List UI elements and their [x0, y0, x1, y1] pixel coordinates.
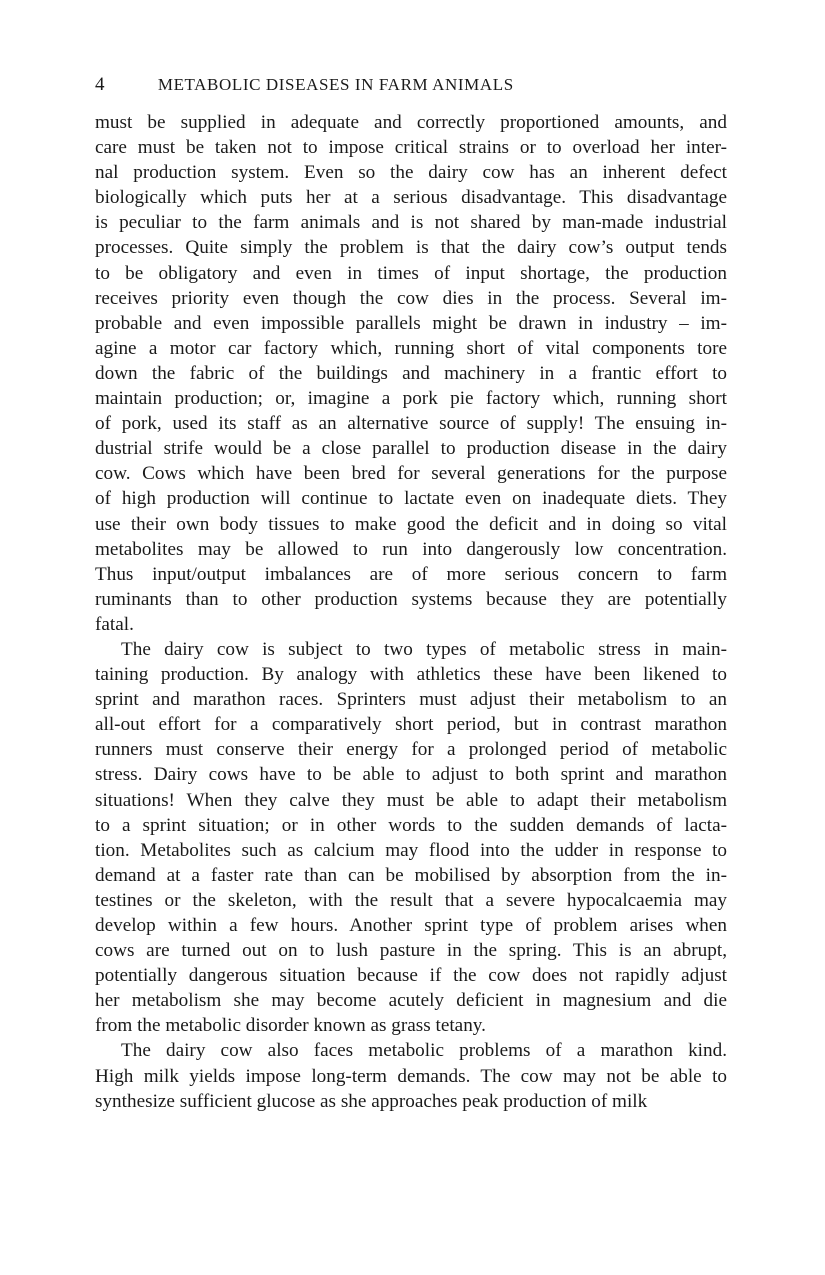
text-line: taining production. By analogy with athletics these have been likened to	[95, 664, 727, 686]
text-line: processes. Quite simply the problem is that the dairy cow’s output tends	[95, 237, 727, 259]
text-line: potentially dangerous situation because if the cow does not rapidly adjust	[95, 965, 727, 987]
text-line: biologically which puts her at a serious disadvantage. This disadvantage	[95, 187, 727, 209]
text-line: use their own body tissues to make good the deficit and in doing so vital	[95, 513, 727, 535]
paragraph	[95, 637, 727, 1039]
text-line: care must be taken not to impose critical strains or to overload her inter-	[95, 137, 727, 159]
text-line: receives priority even though the cow dies in the process. Several im-	[95, 287, 727, 309]
body-text	[95, 110, 727, 1114]
text-line: to be obligatory and even in times of input shortage, the production	[95, 262, 727, 284]
text-line: of high production will continue to lactate even on inadequate diets. They	[95, 488, 727, 510]
text-line: demand at a faster rate than can be mobilised by absorption from the in-	[95, 864, 727, 886]
text-line: agine a motor car factory which, running short of vital components tore	[95, 337, 727, 359]
text-line: dustrial strife would be a close parallel to production disease in the dairy	[95, 438, 727, 460]
text-line: develop within a few hours. Another sprint type of problem arises when	[95, 915, 727, 936]
paragraph	[95, 110, 727, 637]
paragraph	[95, 1038, 727, 1113]
text-line: ruminants than to other production systems because they are potentially	[95, 588, 727, 610]
text-line: metabolites may be allowed to run into dangerously low concentration.	[95, 538, 727, 560]
text-line: is peculiar to the farm animals and is not shared by man-made industrial	[95, 212, 727, 234]
text-line: cow. Cows which have been bred for several generations for the purpose	[95, 463, 727, 485]
text-line: from the metabolic disorder known as grass tetany.	[95, 1015, 486, 1037]
text-line: sprint and marathon races. Sprinters must adjust their metabolism to an	[95, 689, 727, 711]
text-line: to a sprint situation; or in other words to the sudden demands of lacta-	[95, 814, 727, 836]
text-line: High milk yields impose long-term demands. The cow may not be able to	[95, 1065, 727, 1087]
text-line: synthesize sufficient glucose as she approaches peak production of milk	[95, 1090, 648, 1112]
text-line: The dairy cow is subject to two types of metabolic stress in main-	[121, 638, 727, 660]
text-line: stress. Dairy cows have to be able to adjust to both sprint and marathon	[95, 764, 727, 786]
text-line: runners must conserve their energy for a prolonged period of metabolic	[95, 739, 727, 761]
text-line: fatal.	[95, 613, 134, 635]
text-line: cows are turned out on to lush pasture in the spring. This is an abrupt,	[95, 940, 727, 962]
text-line: down the fabric of the buildings and machinery in a frantic effort to	[95, 362, 727, 384]
text-line: Thus input/output imbalances are of more serious concern to farm	[95, 563, 727, 585]
text-line: testines or the skeleton, with the result that a severe hypocalcaemia may	[95, 889, 727, 911]
running-head-title: METABOLIC DISEASES IN FARM ANIMALS	[157, 75, 514, 94]
text-line: probable and even impossible parallels might be drawn in industry – im-	[95, 312, 727, 334]
text-line: of pork, used its staff as an alternative source of supply! The ensuing in-	[95, 413, 727, 435]
running-head	[95, 74, 735, 100]
text-line: tion. Metabolites such as calcium may flood into the udder in response to	[95, 839, 727, 861]
text-line: all-out effort for a comparatively short period, but in contrast marathon	[95, 714, 727, 736]
text-line: situations! When they calve they must be able to adapt their metabolism	[95, 789, 727, 811]
page-number: 4	[95, 74, 105, 95]
text-line: maintain production; or, imagine a pork pie factory which, running short	[95, 388, 727, 410]
text-line: nal production system. Even so the dairy cow has an inherent defect	[95, 162, 727, 184]
text-line: must be supplied in adequate and correctly proportioned amounts, and	[95, 112, 727, 133]
text-line: her metabolism she may become acutely deficient in magnesium and die	[95, 990, 727, 1012]
text-line: The dairy cow also faces metabolic problems of a marathon kind.	[121, 1040, 727, 1062]
